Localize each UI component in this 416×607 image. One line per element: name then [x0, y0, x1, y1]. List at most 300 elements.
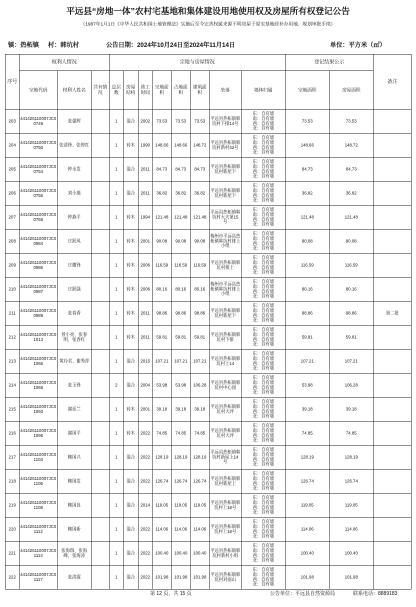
cell-completed-year: 2001	[138, 397, 152, 421]
cell-wall-ownership: 东：自有墙 南：自有墙 西：自有墙 北：自有墙	[241, 541, 285, 565]
header-share: 共有情况	[91, 71, 109, 110]
cell-result-land-area: 119.05	[285, 493, 329, 517]
cell-structure: 混合	[123, 445, 138, 469]
cell-floors: 1	[109, 301, 123, 325]
cell-floor-area: 106.28	[190, 373, 209, 397]
cell-result-house-area: 119.05	[329, 493, 373, 517]
cell-result-house-area: 100.40	[329, 541, 373, 565]
cell-share	[91, 181, 109, 205]
cell-owner-name: 张清锋、张婷红	[57, 133, 91, 157]
cell-share	[91, 493, 109, 517]
cell-remark	[373, 325, 411, 349]
cell-remark	[373, 109, 411, 133]
cell-result-land-area: 100.40	[285, 541, 329, 565]
header-floors: 总层数	[109, 71, 123, 110]
cell-owner-name: 赖国良	[57, 493, 91, 517]
cell-wall-ownership: 东：自有墙 南：自有墙 西：自有墙 北：自有墙	[241, 397, 285, 421]
cell-result-house-area: 74.85	[329, 421, 373, 445]
table-row	[5, 301, 411, 325]
cell-wall-ownership: 东：自有墙 南：自有墙 西：自有墙 北：自有墙	[241, 349, 285, 373]
cell-floor-area: 39.18	[190, 397, 209, 421]
cell-result-land-area: 84.73	[285, 157, 329, 181]
table-row	[5, 133, 411, 157]
cell-footprint-area: 128.19	[171, 445, 190, 469]
table-row	[5, 373, 411, 397]
cell-footprint-area: 148.66	[171, 133, 190, 157]
cell-completed-year: 2022	[138, 541, 152, 565]
cell-wall-ownership: 东：自有墙 南：自有墙 西：自有墙 北：自有墙	[241, 181, 285, 205]
cell-share	[91, 541, 109, 565]
cell-seq: 209	[5, 253, 19, 277]
cell-location: 平远县热柘镇韩坑村新村小组	[209, 541, 241, 565]
cell-floor-area: 84.73	[190, 157, 209, 181]
cell-floor-area: 114.06	[190, 517, 209, 541]
cell-completed-year: 2022	[138, 445, 152, 469]
cell-owner-name: 钟永发	[57, 157, 91, 181]
cell-floors: 1	[109, 397, 123, 421]
cell-structure: 混合	[123, 373, 138, 397]
cell-structure: 混合	[123, 493, 138, 517]
cell-location: 平远县热柘镇韩坑村新屋下	[209, 157, 241, 181]
cell-result-house-area: 101.98	[329, 565, 373, 589]
cell-share	[91, 445, 109, 469]
cell-owner-name: 曾小亮、张春明、张春红	[57, 325, 91, 349]
cell-structure: 砖木	[123, 277, 138, 301]
cell-wall-ownership: 东：自有墙 南：自有墙 西：自有墙 北：自有墙	[241, 493, 285, 517]
cell-seq: 211	[5, 301, 19, 325]
cell-result-land-area: 121.48	[285, 205, 329, 229]
cell-floors: 2	[109, 373, 123, 397]
cell-owner-name: 张海瑞、张海峰、张海涛	[57, 541, 91, 565]
cell-seq: 222	[5, 565, 19, 589]
cell-floor-area: 148.72	[190, 133, 209, 157]
cell-seq: 220	[5, 517, 19, 541]
cell-result-land-area: 80.16	[285, 277, 329, 301]
cell-completed-year: 2022	[138, 517, 152, 541]
cell-structure: 混合	[123, 157, 138, 181]
contact-phone: 联系电话：8889183	[353, 591, 398, 597]
cell-land-area: 80.16	[152, 277, 171, 301]
cell-parcel-code: 441426110007JC00987	[19, 277, 57, 301]
cell-floors: 1	[109, 109, 123, 133]
cell-land-area: 36.82	[152, 181, 171, 205]
cell-floor-area: 36.82	[190, 181, 209, 205]
cell-remark	[373, 229, 411, 253]
cell-completed-year: 2011	[138, 301, 152, 325]
cell-owner-name: 张强辉	[57, 109, 91, 133]
cell-footprint-area: 126.74	[171, 469, 190, 493]
cell-location: 梅州市平远县热柘镇韩坑村排上小组	[209, 277, 241, 301]
cell-parcel-code: 441426110007JC00756	[19, 181, 57, 205]
cell-floors: 1	[109, 541, 123, 565]
header-seq: 序号	[5, 54, 19, 109]
table-row	[5, 325, 411, 349]
cell-completed-year: 2011	[138, 181, 152, 205]
cell-completed-year: 2006	[138, 277, 152, 301]
cell-result-land-area: 98.86	[285, 301, 329, 325]
table-row	[5, 181, 411, 205]
cell-result-land-area: 39.18	[285, 397, 329, 421]
cell-floor-area: 90.08	[190, 229, 209, 253]
cell-owner-name: 庄耀锋	[57, 253, 91, 277]
cell-seq: 205	[5, 157, 19, 181]
cell-completed-year: 2015	[138, 349, 152, 373]
cell-floors: 1	[109, 421, 123, 445]
header-location: 坐落	[209, 71, 241, 110]
cell-seq: 207	[5, 205, 19, 229]
cell-parcel-code: 441426110007JC00750	[19, 133, 57, 157]
cell-wall-ownership: 东：自有墙 南：自有墙 西：自有墙 北：自有墙	[241, 469, 285, 493]
cell-footprint-area: 121.48	[171, 205, 190, 229]
cell-share	[91, 301, 109, 325]
cell-land-area: 119.05	[152, 493, 171, 517]
cell-result-land-area: 74.85	[285, 421, 329, 445]
cell-parcel-code: 441426110007JC01093	[19, 397, 57, 421]
cell-seq: 217	[5, 445, 19, 469]
table-row	[5, 421, 411, 445]
cell-structure: 砖木	[123, 205, 138, 229]
cell-land-area: 59.81	[152, 325, 171, 349]
header-result-house-area: 房屋面积	[329, 71, 373, 110]
cell-floors: 1	[109, 229, 123, 253]
cell-parcel-code: 441426110007JC01108	[19, 493, 57, 517]
cell-parcel-code: 441426110007JC01112	[19, 517, 57, 541]
cell-result-land-area: 73.53	[285, 109, 329, 133]
cell-seq: 216	[5, 421, 19, 445]
cell-result-land-area: 101.98	[285, 565, 329, 589]
cell-owner-name: 谢国平	[57, 421, 91, 445]
cell-result-land-area: 148.66	[285, 133, 329, 157]
cell-completed-year: 2002	[138, 109, 152, 133]
cell-location: 平远县热柘镇韩坑村大坪	[209, 421, 241, 445]
cell-land-area: 116.59	[152, 253, 171, 277]
cell-floor-area: 119.05	[190, 493, 209, 517]
cell-footprint-area: 101.98	[171, 565, 190, 589]
cell-structure: 砖木	[123, 253, 138, 277]
cell-remark	[373, 421, 411, 445]
cell-wall-ownership: 东：自有墙 南：自有墙 西：自有墙 北：自有墙	[241, 229, 285, 253]
cell-floor-area: 126.74	[190, 469, 209, 493]
cell-result-house-area: 106.28	[329, 373, 373, 397]
cell-wall-ownership: 东：自有墙 南：自有墙 西：自有墙 北：自有墙	[241, 373, 285, 397]
cell-parcel-code: 441426110007JC00749	[19, 109, 57, 133]
registration-table	[5, 54, 412, 590]
cell-completed-year: 2022	[138, 469, 152, 493]
cell-wall-ownership: 东：自有墙 南：自有墙 西：自有墙 北：自有墙	[241, 109, 285, 133]
header-completed: 竣工时间	[138, 71, 152, 110]
header-owner-name: 权利人姓名	[57, 71, 91, 110]
cell-wall-ownership: 东：自有墙 南：自有墙 西：自有墙 北：自有墙	[241, 565, 285, 589]
cell-structure: 混合	[123, 349, 138, 373]
cell-seq: 203	[5, 109, 19, 133]
cell-parcel-code: 441426110007JC00768	[19, 205, 57, 229]
issuing-organization: 公告单位：平远县自然资源局	[270, 591, 335, 597]
cell-floors: 1	[109, 133, 123, 157]
cell-remark	[373, 253, 411, 277]
cell-result-land-area: 107.21	[285, 349, 329, 373]
cell-location: 平远县热柘镇韩坑村上14	[209, 349, 241, 373]
cell-land-area: 121.48	[152, 205, 171, 229]
cell-result-house-area: 80.16	[329, 277, 373, 301]
cell-parcel-code: 441426110007JC01114	[19, 541, 57, 565]
cell-owner-name: 张春香	[57, 301, 91, 325]
cell-remark	[373, 373, 411, 397]
cell-share	[91, 349, 109, 373]
cell-result-house-area: 59.81	[329, 325, 373, 349]
announcement-date: 公告日期：2024年10月24日至2024年11月14日	[106, 41, 236, 49]
cell-land-area: 74.85	[152, 421, 171, 445]
cell-result-house-area: 116.59	[329, 253, 373, 277]
document-subtitle: （1987年1月1日《中华人民共和国土地管理法》实施后至今完善权属来源不明房屋于原宅基地经补办用地、规划审批手续）	[80, 21, 336, 27]
cell-location: 平远县热柘镇韩坑村下排	[209, 325, 241, 349]
cell-footprint-area: 114.06	[171, 517, 190, 541]
cell-structure: 砖木	[123, 133, 138, 157]
cell-seq: 212	[5, 325, 19, 349]
cell-owner-name: 张清霞	[57, 565, 91, 589]
cell-share	[91, 133, 109, 157]
cell-land-area: 73.53	[152, 109, 171, 133]
cell-footprint-area: 119.05	[171, 493, 190, 517]
cell-location: 平远县热柘镇韩坑村上18号	[209, 517, 241, 541]
cell-result-house-area: 90.08	[329, 229, 373, 253]
cell-land-area: 107.21	[152, 349, 171, 373]
table-row	[5, 157, 411, 181]
table-row	[5, 445, 411, 469]
cell-floors: 1	[109, 325, 123, 349]
page-footer	[0, 589, 416, 597]
cell-footprint-area: 98.86	[171, 301, 190, 325]
cell-completed-year: 2022	[138, 565, 152, 589]
cell-seq: 208	[5, 229, 19, 253]
cell-floors: 1	[109, 469, 123, 493]
cell-completed-year: 2004	[138, 373, 152, 397]
cell-floors: 1	[109, 493, 123, 517]
cell-floor-area: 74.85	[190, 421, 209, 445]
cell-floors: 1	[109, 205, 123, 229]
cell-location: 平远县热柘镇韩坑村大坪	[209, 397, 241, 421]
cell-owner-name: 谢廷兰	[57, 397, 91, 421]
cell-parcel-code: 441426110007JC01066	[19, 349, 57, 373]
cell-seq: 218	[5, 469, 19, 493]
table-row	[5, 397, 411, 421]
cell-result-house-area: 84.73	[329, 157, 373, 181]
cell-parcel-code: 441426110007JC00989	[19, 301, 57, 325]
cell-footprint-area: 80.16	[171, 277, 190, 301]
table-row	[5, 493, 411, 517]
cell-location: 平远县热柘镇韩坑村中心园	[209, 373, 241, 397]
cell-owner-name: 刘小燕	[57, 181, 91, 205]
table-row	[5, 277, 411, 301]
cell-structure: 混合	[123, 517, 138, 541]
cell-structure: 混合	[123, 469, 138, 493]
cell-wall-ownership: 东：自有墙 南：自有墙 西：自有墙 北：自有墙	[241, 325, 285, 349]
cell-remark	[373, 133, 411, 157]
cell-owner-name: 钟燕平	[57, 205, 91, 229]
cell-land-area: 126.74	[152, 469, 171, 493]
cell-result-house-area: 128.19	[329, 445, 373, 469]
cell-location: 平远县热柘镇韩坑村上18号	[209, 493, 241, 517]
cell-share	[91, 397, 109, 421]
cell-land-area: 101.98	[152, 565, 171, 589]
cell-result-land-area: 90.08	[285, 229, 329, 253]
cell-wall-ownership: 东：自有墙 南：自有墙 西：自有墙 北：自有墙	[241, 445, 285, 469]
cell-floors: 1	[109, 253, 123, 277]
header-result-group: 登记结果公示	[285, 54, 373, 71]
cell-location: 梅州市平远县热柘镇韩坑村排上小组	[209, 229, 241, 253]
cell-land-area: 128.19	[152, 445, 171, 469]
cell-parcel-code: 441426110007JC01117	[19, 565, 57, 589]
cell-wall-ownership: 东：自有墙 南：自有墙 西：自有墙 北：自有墙	[241, 205, 285, 229]
cell-floor-area: 98.86	[190, 301, 209, 325]
table-row	[5, 517, 411, 541]
cell-location: 平远县热柘镇韩坑村下排14号	[209, 109, 241, 133]
cell-structure: 砖木	[123, 397, 138, 421]
cell-location: 平远县热柘镇韩坑村新屋下	[209, 181, 241, 205]
cell-seq: 204	[5, 133, 19, 157]
cell-footprint-area: 53.98	[171, 373, 190, 397]
cell-floor-area: 121.48	[190, 205, 209, 229]
cell-wall-ownership: 东：自有墙 南：自有墙 西：自有墙 北：自有墙	[241, 517, 285, 541]
cell-result-house-area: 148.72	[329, 133, 373, 157]
cell-footprint-area: 36.82	[171, 181, 190, 205]
cell-floor-area: 101.98	[190, 565, 209, 589]
table-row	[5, 565, 411, 589]
cell-share	[91, 325, 109, 349]
cell-result-house-area: 107.21	[329, 349, 373, 373]
cell-owner-name: 庄跃强	[57, 277, 91, 301]
cell-footprint-area: 90.08	[171, 229, 190, 253]
cell-footprint-area: 100.40	[171, 541, 190, 565]
cell-remark	[373, 181, 411, 205]
table-row	[5, 253, 411, 277]
cell-floors: 1	[109, 565, 123, 589]
header-owner-group: 权利人情况	[19, 54, 109, 71]
cell-floors: 1	[109, 157, 123, 181]
cell-structure: 砖木	[123, 301, 138, 325]
cell-location: 平远县热柘镇韩坑村新村42号	[209, 133, 241, 157]
cell-floors: 1	[109, 517, 123, 541]
cell-structure: 砖木	[123, 229, 138, 253]
cell-completed-year: 2022	[138, 421, 152, 445]
cell-seq: 213	[5, 349, 19, 373]
table-row	[5, 205, 411, 229]
cell-location: 平远县热柘镇韩坑村新屋上	[209, 469, 241, 493]
table-row	[5, 109, 411, 133]
cell-share	[91, 421, 109, 445]
cell-completed-year: 1990	[138, 133, 152, 157]
table-row	[5, 541, 411, 565]
cell-result-land-area: 53.98	[285, 373, 329, 397]
cell-result-house-area: 121.48	[329, 205, 373, 229]
cell-completed-year: 2014	[138, 493, 152, 517]
cell-owner-name: 赖国发	[57, 469, 91, 493]
cell-footprint-area: 116.59	[171, 253, 190, 277]
cell-share	[91, 517, 109, 541]
cell-completed-year: 2011	[138, 157, 152, 181]
cell-remark	[373, 157, 411, 181]
cell-structure: 混合	[123, 565, 138, 589]
announcement-info-line	[0, 40, 416, 50]
cell-location: 平远县热柘镇韩坑村新屋下	[209, 301, 241, 325]
cell-floor-area: 73.53	[190, 109, 209, 133]
cell-share	[91, 469, 109, 493]
cell-remark	[373, 493, 411, 517]
cell-seq: 210	[5, 277, 19, 301]
cell-completed-year: 1994	[138, 205, 152, 229]
cell-parcel-code: 441426110007JC00754	[19, 157, 57, 181]
cell-floors: 1	[109, 445, 123, 469]
table-row	[5, 469, 411, 493]
cell-result-land-area: 128.19	[285, 445, 329, 469]
cell-land-area: 53.98	[152, 373, 171, 397]
cell-parcel-code: 441426110007JC00986	[19, 253, 57, 277]
cell-remark	[373, 445, 411, 469]
table-body	[5, 109, 411, 589]
cell-parcel-code: 441426110007JC01096	[19, 421, 57, 445]
cell-wall-ownership: 东：自有墙 南：自有墙 西：自有墙 北：自有墙	[241, 133, 285, 157]
cell-floor-area: 107.21	[190, 349, 209, 373]
cell-land-area: 114.06	[152, 517, 171, 541]
cell-location: 平远县热柘镇韩坑村排上	[209, 253, 241, 277]
cell-share	[91, 253, 109, 277]
cell-share	[91, 109, 109, 133]
village-label: 村：韩坑村	[48, 41, 79, 49]
cell-parcel-code: 441426110007JC01068	[19, 373, 57, 397]
cell-result-house-area: 98.86	[329, 301, 373, 325]
cell-land-area: 90.08	[152, 229, 171, 253]
cell-result-land-area: 116.59	[285, 253, 329, 277]
cell-completed-year: 2006	[138, 253, 152, 277]
cell-result-land-area: 36.82	[285, 181, 329, 205]
area-unit: 单位：平方米（㎡）	[330, 41, 386, 49]
cell-share	[91, 229, 109, 253]
cell-footprint-area: 84.73	[171, 157, 190, 181]
cell-result-house-area: 39.18	[329, 397, 373, 421]
cell-wall-ownership: 东：自有墙 南：自有墙 西：自有墙 北：自有墙	[241, 253, 285, 277]
cell-floors: 1	[109, 277, 123, 301]
cell-remark	[373, 349, 411, 373]
cell-parcel-code: 441426110007JC01013	[19, 325, 57, 349]
cell-land-area: 148.66	[152, 133, 171, 157]
cell-location: 平远县热柘镇韩坑村新屋上14号	[209, 445, 241, 469]
cell-seq: 215	[5, 397, 19, 421]
cell-footprint-area: 39.18	[171, 397, 190, 421]
cell-floor-area: 80.16	[190, 277, 209, 301]
cell-floors: 1	[109, 349, 123, 373]
cell-remark: 第二批	[373, 301, 411, 325]
cell-remark	[373, 541, 411, 565]
cell-floor-area: 128.19	[190, 445, 209, 469]
cell-wall-ownership: 东：自有墙 南：自有墙 西：自有墙 北：自有墙	[241, 277, 285, 301]
cell-seq: 206	[5, 181, 19, 205]
cell-owner-name: 赖国新	[57, 517, 91, 541]
cell-wall-ownership: 东：自有墙 南：自有墙 西：自有墙 北：自有墙	[241, 301, 285, 325]
cell-completed-year: 2001	[138, 229, 152, 253]
cell-land-area: 98.86	[152, 301, 171, 325]
table-row	[5, 349, 411, 373]
cell-floor-area: 59.81	[190, 325, 209, 349]
cell-structure: 混合	[123, 181, 138, 205]
town-label: 镇：热柘镇	[8, 41, 39, 49]
cell-share	[91, 205, 109, 229]
cell-share	[91, 565, 109, 589]
cell-land-area: 84.73	[152, 157, 171, 181]
header-remark: 备注	[373, 54, 411, 109]
cell-structure: 砖木	[123, 421, 138, 445]
cell-result-house-area: 126.74	[329, 469, 373, 493]
page-number: 第 12 页，共 15 页	[150, 591, 192, 597]
cell-land-area: 39.18	[152, 397, 171, 421]
